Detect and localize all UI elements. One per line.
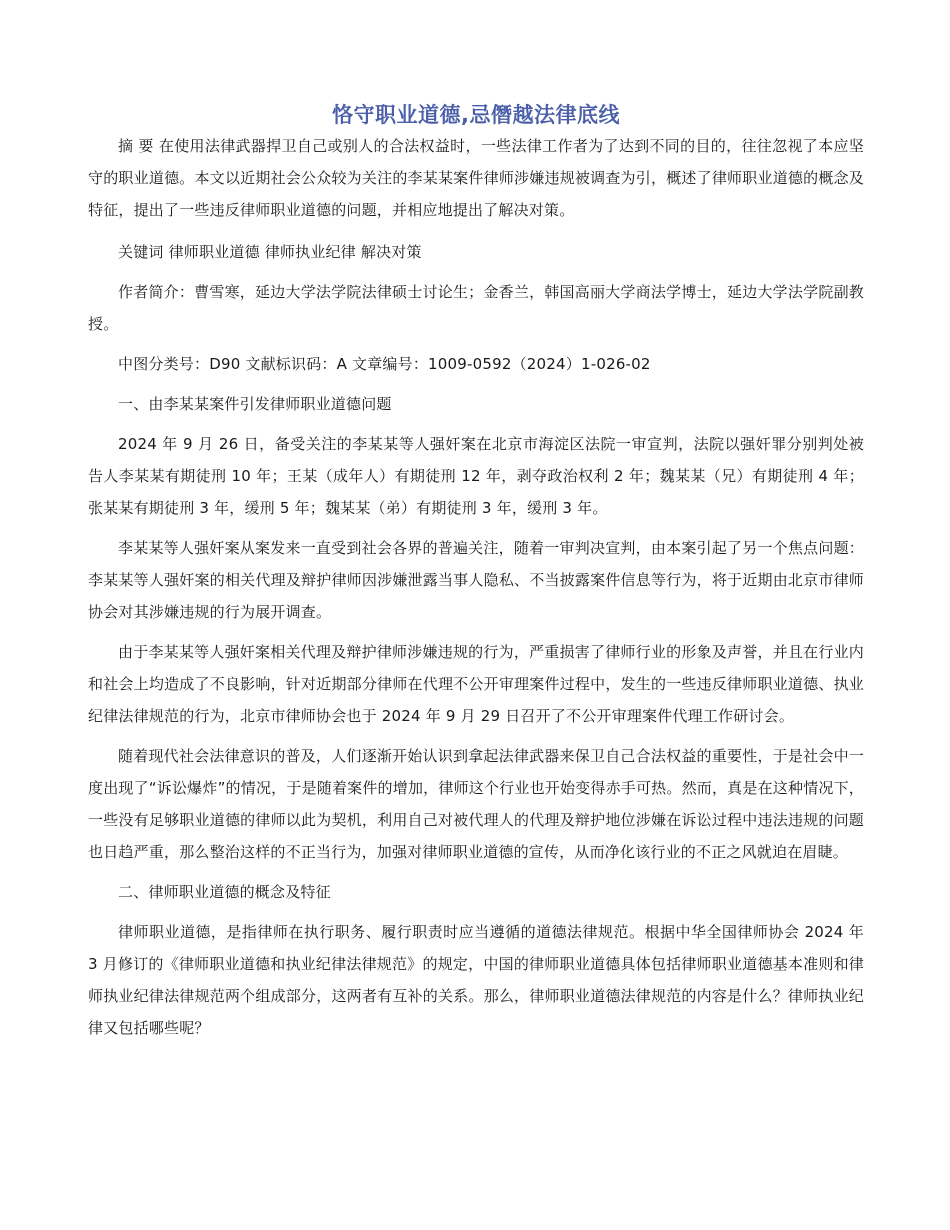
author-info: 作者简介：曹雪寒，延边大学法学院法律硕士讨论生；金香兰，韩国高丽大学商法学博士，延边大学法学院副教授。	[88, 283, 864, 333]
keywords-line: 关键词 律师职业道德 律师执业纪律 解决对策	[118, 243, 422, 261]
body-paragraph: 李某某等人强奸案从案发来一直受到社会各界的普遍关注，随着一审判决宣判，由本案引起了另一个焦点问题：李某某等人强奸案的相关代理及辩护律师因涉嫌泄露当事人隐私、不当披露案件信息等行为，将于近期由北京市律师协会对其涉嫌违规的行为展开调查。	[88, 539, 864, 621]
classification-line: 中图分类号：D90 文献标识码：A 文章编号：1009-0592（2024）1-026-02	[118, 355, 651, 373]
body-paragraph: 2024 年 9 月 26 日，备受关注的李某某等人强奸案在北京市海淀区法院一审宣判，法院以强奸罪分别判处被告人李某某有期徒刑 10 年；王某（成年人）有期徒刑 12 年，剥夺政治权利 2 年；魏某某（兄）有期徒刑 4 年；张某某有期徒刑 3 年，缓刑 5 年；魏某某（弟）有期徒刑 3 年，缓刑 3 年。	[88, 435, 864, 517]
section-heading: 二、律师职业道德的概念及特征	[118, 883, 331, 901]
body-paragraph: 律师职业道德，是指律师在执行职务、履行职责时应当遵循的道德法律规范。根据中华全国律师协会 2024 年 3 月修订的《律师职业道德和执业纪律法律规范》的规定，中国的律师职业道德具体包括律师职业道德基本准则和律师执业纪律法律规范两个组成部分，这两者有互补的关系。那么，律师职业道德法律规范的内容是什么？律师执业纪律又包括哪些呢？	[88, 923, 864, 1037]
document-page	[88, 100, 864, 1044]
body-paragraph: 随着现代社会法律意识的普及，人们逐渐开始认识到拿起法律武器来保卫自己合法权益的重要性，于是社会中一度出现了“诉讼爆炸”的情况，于是随着案件的增加，律师这个行业也开始变得赤手可热。然而，真是在这种情况下，一些没有足够职业道德的律师以此为契机，利用自己对被代理人的代理及辩护地位涉嫌在诉讼过程中违法违规的问题也日趋严重，那么整治这样的不正当行为，加强对律师职业道德的宣传，从而净化该行业的不正之风就迫在眉睫。	[88, 747, 864, 861]
abstract-paragraph: 摘 要 在使用法律武器捍卫自己或别人的合法权益时，一些法律工作者为了达到不同的目的，往往忽视了本应坚守的职业道德。本文以近期社会公众较为关注的李某某案件律师涉嫌违规被调查为引，概述了律师职业道德的概念及特征，提出了一些违反律师职业道德的问题，并相应地提出了解决对策。	[88, 137, 864, 219]
article-title: 恪守职业道德,忌僭越法律底线	[332, 103, 620, 127]
section-heading: 一、由李某某案件引发律师职业道德问题	[118, 395, 392, 413]
body-paragraph: 由于李某某等人强奸案相关代理及辩护律师涉嫌违规的行为，严重损害了律师行业的形象及声誉，并且在行业内和社会上均造成了不良影响，针对近期部分律师在代理不公开审理案件过程中，发生的一些违反律师职业道德、执业纪律法律规范的行为，北京市律师协会也于 2024 年 9 月 29 日召开了不公开审理案件代理工作研讨会。	[88, 643, 864, 725]
